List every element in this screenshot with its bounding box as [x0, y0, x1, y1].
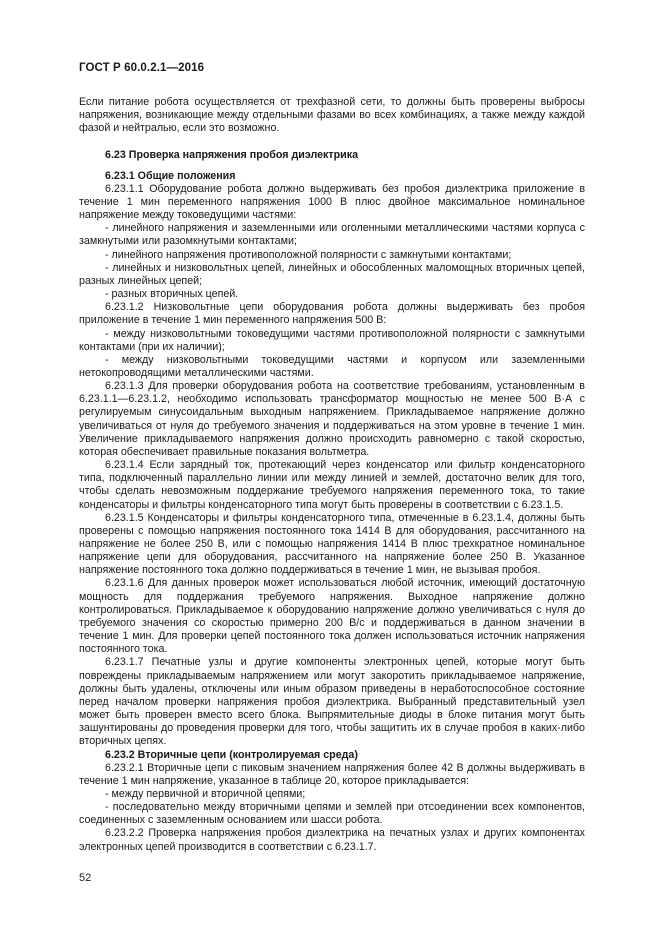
- clause-6-23-1-5: 6.23.1.5 Конденсаторы и фильтры конденсаторного типа, отмеченные в 6.23.1.4, должны быть проверены с помощью напряжения постоянного тока 1414 В для оборудования, рассчитанного на напряжение не более 250 В, или с помощью напряжения 1414 В плюс трехкратное номинальное напряжение цепи для оборудования, рассчитанного на напряжение более 250 В. Указанное напряжение постоянного тока должно поддерживаться в течение 1 мин, не вызывая пробоя.: [79, 511, 585, 577]
- clause-6-23-1-6: 6.23.1.6 Для данных проверок может использоваться любой источник, имеющий достаточную мощность для поддержания требуемого напряжения. Выходное напряжение должно контролироваться. Прикладываемое к оборудованию напряжение должно увеличиваться с нуля до требуемого значения со скоростью примерно 200 В/с и поддерживаться в данном значении в течение 1 мин. Для проверки цепей постоянного тока должен использоваться источник напряжения постоянного тока.: [79, 577, 585, 656]
- list-item: - между первичной и вторичной цепями;: [105, 787, 306, 800]
- list-item: - между низковольтными токоведущими частями и корпусом или заземленными нетокопроводящими металлическими частями.: [79, 353, 585, 379]
- list-item: - последовательно между вторичными цепями и землей при отсоединении всех компонентов, соединенных с заземленным основанием или шасси робота.: [79, 801, 585, 827]
- clause-6-23-2-1: 6.23.2.1 Вторичные цепи с пиковым значением напряжения более 42 В должны выдерживать в течение 1 мин напряжение, указанное в таблице 20, которое прикладывается:: [79, 761, 585, 787]
- list-item: - линейного напряжения противоположной полярности с замкнутыми контактами;: [105, 248, 512, 261]
- clause-6-23-2-2: 6.23.2.2 Проверка напряжения пробоя диэлектрика на печатных узлах и других компонентах электронных цепей производится в соответствии с 6.23.1.7.: [79, 827, 585, 853]
- document-body: [79, 96, 585, 854]
- list-item: - линейного напряжения и заземленными или оголенными металлическими частями корпуса с замкнутыми или разомкнутыми контактами;: [79, 222, 585, 248]
- page-number: 52: [79, 872, 92, 884]
- list-item: - линейных и низковольтных цепей, линейных и обособленных маломощных вторичных цепей, разных линейных цепей;: [79, 261, 585, 287]
- list-item: - разных вторичных цепей.: [105, 288, 239, 301]
- clause-6-23-1-2: 6.23.1.2 Низковольтные цепи оборудования робота должны выдерживать без пробоя приложение в течение 1 мин переменного напряжения 500 В:: [79, 301, 585, 327]
- clause-6-23-1-7: 6.23.1.7 Печатные узлы и другие компоненты электронных цепей, которые могут быть повреждены прикладываемым напряжением или могут закоротить прикладываемое напряжение, должны быть удалены, отключены или иным образом приведены в неработоспособное состояние перед началом проверки напряжения пробоя диэлектрика. Выбранный представительный узел может быть проверен вместо всего блока. Выпрямительные диоды в блоке питания могут быть зашунтированы до проведения проверки для того, чтобы защитить их в случае пробоя в каких-либо вторичных цепях.: [79, 656, 585, 748]
- list-item: - между низковольтными токоведущими частями противоположной полярности с замкнутыми контактами (при их наличии);: [79, 327, 585, 353]
- clause-6-23-1-1: 6.23.1.1 Оборудование робота должно выдерживать без пробоя диэлектрика приложение в течение 1 мин переменного напряжения 1000 В плюс двойное максимальное номинальное напряжение между токоведущими частями:: [79, 182, 585, 222]
- document-header: ГОСТ Р 60.0.2.1—2016: [79, 62, 205, 74]
- intro-paragraph: Если питание робота осуществляется от трехфазной сети, то должны быть проверены выбросы напряжения, возникающие между отдельными фазами во всех комбинациях, а также между каждой фазой и нейтралью, если это возможно.: [79, 96, 585, 135]
- clause-6-23-1-3: 6.23.1.3 Для проверки оборудования робота на соответствие требованиям, установленным в 6.23.1.1—6.23.1.2, необходимо использовать трансформатор мощностью не менее 500 В·А с регулируемым синусоидальным выходным напряжением. Прикладываемое напряжение должно увеличиваться от нуля до требуемого значения и поддерживаться на этом уровне в течение 1 мин. Увеличение прикладываемого напряжения должно происходить равномерно с такой скоростью, которая обеспечивает правильные показания вольтметра.: [79, 380, 585, 458]
- section-heading: 6.23 Проверка напряжения пробоя диэлектрика: [105, 149, 359, 162]
- subsection-heading-secondary-circuits: 6.23.2 Вторичные цепи (контролируемая среда): [105, 748, 358, 761]
- subsection-heading-general: 6.23.1 Общие положения: [105, 169, 236, 182]
- clause-6-23-1-4: 6.23.1.4 Если зарядный ток, протекающий через конденсатор или фильтр конденсаторного типа, подключенный параллельно линии или между линией и землей, достаточно велик для того, чтобы сделать невозможным поддержание требуемого напряжения переменного тока, то такие конденсаторы и фильтры конденсаторного типа могут быть проверены в соответствии с 6.23.1.5.: [79, 459, 585, 511]
